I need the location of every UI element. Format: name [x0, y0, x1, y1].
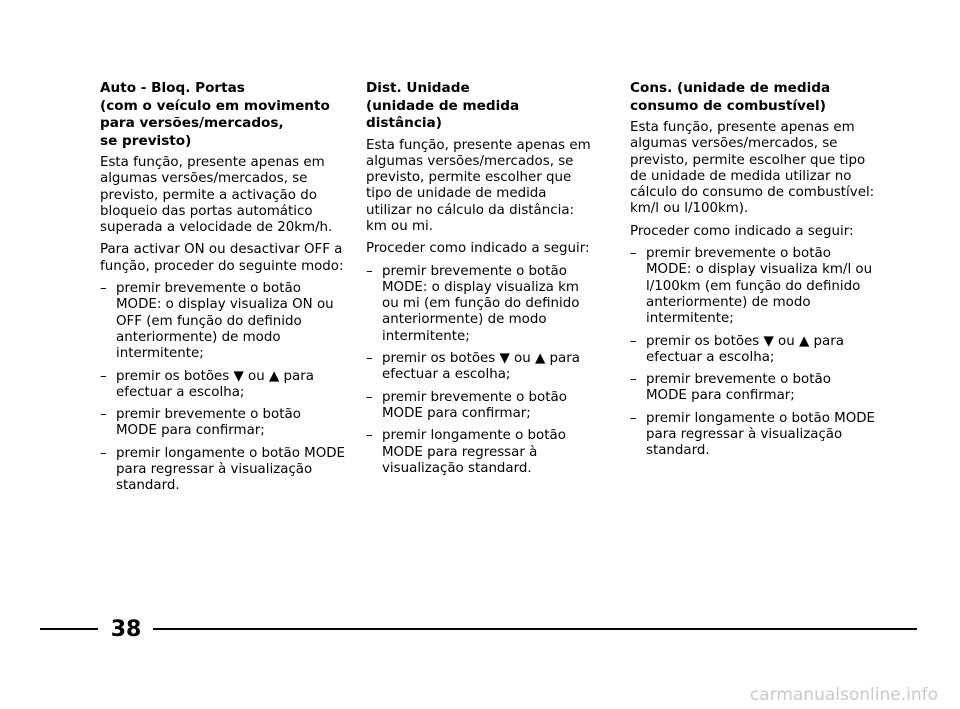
step-text: premir longamente o botão MODE para regressar à visualização standard. — [382, 428, 566, 476]
step-text: premir longamente o botão MODE para regressar à visualização standard. — [646, 410, 876, 459]
dash-marker: – — [366, 428, 373, 444]
step-item — [366, 264, 596, 345]
dash-marker: – — [100, 407, 107, 423]
step-item — [630, 411, 875, 460]
step-text: premir os botões ▼ ou ▲ para efectuar a escolha; — [382, 351, 580, 383]
step-text: premir brevemente o botão MODE para confirmar; — [646, 372, 831, 404]
step-text: premir os botões ▼ ou ▲ para efectuar a escolha; — [646, 333, 844, 365]
section-heading — [366, 80, 596, 133]
dash-marker: – — [366, 351, 373, 367]
dash-marker: – — [630, 372, 637, 388]
step-text: premir brevemente o botão MODE: o display visualiza ON ou OFF (em função do definido anteriormente) de modo intermitente; — [116, 281, 334, 362]
step-item — [100, 281, 345, 362]
step-item — [100, 446, 345, 495]
page-number: 38 — [110, 617, 142, 642]
paragraph: Proceder como indicado a seguir: — [366, 241, 590, 257]
heading-line: Cons. (unidade de medida — [630, 80, 831, 96]
step-item — [630, 246, 875, 327]
heading-line: Auto - Bloq. Portas — [100, 80, 245, 96]
dash-marker: – — [366, 263, 373, 279]
paragraph: Esta função, presente apenas em algumas versões/mercados, se previsto, permite escolher que tipo de unidade de medida utilizar no cálculo da distância: km ou mi. — [366, 137, 591, 234]
paragraph: Proceder como indicado a seguir: — [630, 223, 854, 239]
step-text: premir os botões ▼ ou ▲ para efectuar a escolha; — [116, 368, 314, 400]
dash-marker: – — [630, 333, 637, 349]
paragraph: Esta função, presente apenas em algumas versões/mercados, se previsto, permite escolher que tipo de unidade de medida utilizar no cálculo do consumo de combustível: km/l ou l/100km). — [630, 120, 875, 217]
dash-marker: – — [100, 445, 107, 461]
heading-line: se previsto) — [100, 132, 192, 149]
dash-marker: – — [630, 246, 637, 262]
dash-marker: – — [366, 389, 373, 405]
paragraph: Para activar ON ou desactivar OFF a função, proceder do seguinte modo: — [100, 242, 344, 274]
paragraph: Esta função, presente apenas em algumas versões/mercados, se previsto, permite a activação do bloqueio das portas automático superada a velocidade de 20km/h. — [100, 155, 333, 236]
heading-line: consumo de combustível) — [630, 97, 826, 114]
section-heading — [100, 80, 345, 150]
step-item — [366, 351, 596, 384]
column-fuel-consumption-unit — [630, 80, 875, 466]
heading-line: (unidade de medida distância) — [366, 97, 520, 131]
step-text: premir brevemente o botão MODE para confirmar; — [116, 407, 301, 439]
heading-line: para versões/mercados, — [100, 115, 284, 131]
step-item — [630, 372, 875, 405]
step-text: premir longamente o botão MODE para regressar à visualização standard. — [116, 445, 346, 494]
dash-marker: – — [630, 410, 637, 426]
step-item — [366, 390, 596, 423]
step-item — [100, 407, 345, 440]
footer-rule-right — [153, 628, 917, 630]
column-auto-lock — [100, 80, 345, 501]
dash-marker: – — [100, 281, 107, 297]
step-item — [100, 369, 345, 402]
step-item — [366, 428, 596, 477]
heading-line: (com o veículo em movimento — [100, 97, 330, 114]
watermark-text: carmanualsonline.info — [749, 685, 938, 705]
step-item — [630, 334, 875, 367]
footer-rule-left — [40, 628, 98, 630]
heading-line: Dist. Unidade — [366, 80, 470, 96]
dash-marker: – — [100, 368, 107, 384]
step-text: premir brevemente o botão MODE: o display visualiza km ou mi (em função do definido anteriormente) de modo intermitente; — [382, 263, 580, 344]
step-text: premir brevemente o botão MODE para confirmar; — [382, 389, 567, 421]
step-text: premir brevemente o botão MODE: o display visualiza km/l ou l/100km (em função do definido anteriormente) de modo intermitente; — [646, 246, 873, 327]
column-distance-unit — [366, 80, 596, 483]
section-heading — [630, 80, 875, 115]
